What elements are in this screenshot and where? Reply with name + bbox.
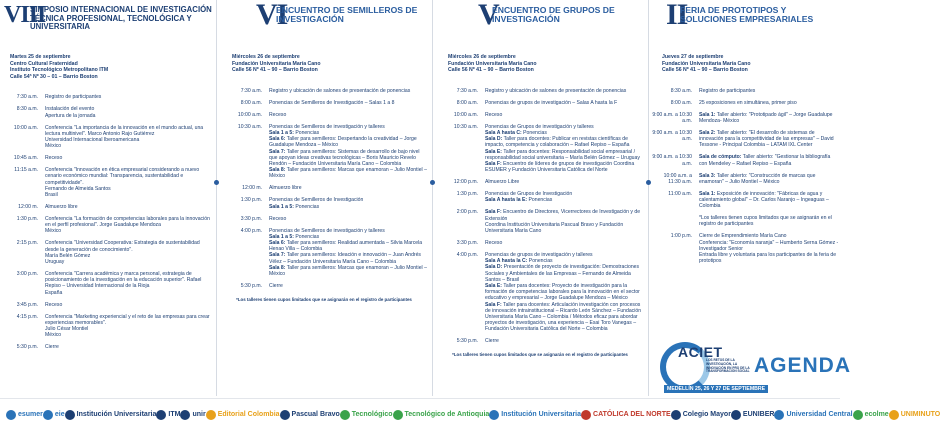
venue-line: Calle 56 Nº 41 – 90 – Barrio Boston bbox=[448, 67, 534, 74]
sponsor-logo-label: CATÓLICA DEL NORTE bbox=[593, 411, 671, 418]
sponsor-logo-label: Institución Universitaria bbox=[501, 411, 582, 418]
venue-line: Calle 54ª Nº 30 – 01 – Barrio Boston bbox=[10, 73, 98, 80]
schedule-time: 3:45 p.m. bbox=[16, 301, 38, 308]
schedule-time: 8:30 a.m. bbox=[670, 87, 692, 94]
schedule-description: Conferencia "Innovación en ética empresarial considerando a nuevo cenario económico mundial: Transparencia, sustentabilidad e competitividade". Fernando de Almeida Santos Brasil bbox=[45, 167, 200, 198]
sponsor-logo-label: Institución Universitaria bbox=[76, 411, 157, 418]
schedule-row bbox=[652, 130, 840, 149]
column-divider bbox=[432, 0, 433, 396]
schedule-time: 12:00 m. bbox=[242, 185, 262, 192]
venue-line: Miércoles 26 de septiembre bbox=[232, 54, 300, 60]
schedule-description: Conferencia "Marketing experiencial y el reto de las empresas para crear experiencias memorables". Julio César Montiel México bbox=[45, 313, 210, 339]
schedule-time: 11:15 a.m. bbox=[14, 167, 38, 174]
schedule-time: 10:45 a.m. bbox=[13, 155, 38, 162]
schedule-description: Ponencias de Grupos de investigación y talleres Sala A hasta C: Ponencias Sala D: Taller para docentes: Publicar en revistas científicas de impacto, competencia y colaboración – Rafael Repiso – España Sala E: Taller para docentes: Responsabilidad social empresarial / responsabilidad social universitaria – María Belén Gómez – Uruguay Sala F: Encuentro de líderes de grupos de investigación Coordina ESUMER y Fundación Universitaria Católica del Norte bbox=[485, 123, 640, 174]
aciet-agenda-badge bbox=[656, 340, 852, 396]
sponsor-logo bbox=[156, 410, 180, 420]
simposio-column bbox=[0, 0, 213, 396]
sponsor-logo bbox=[774, 410, 852, 420]
schedule-description: Registro de participantes bbox=[45, 94, 102, 101]
sponsor-logo-icon bbox=[156, 410, 166, 420]
schedule-row bbox=[436, 240, 644, 246]
schedule-row bbox=[0, 94, 213, 100]
sponsor-logo-icon bbox=[65, 410, 75, 420]
schedule-time: 1:30 p.m. bbox=[456, 191, 478, 198]
schedule-row bbox=[0, 167, 213, 198]
sponsor-logo bbox=[671, 410, 731, 420]
schedule-time: 10:00 a.m. bbox=[237, 111, 262, 118]
column-title: ENCUENTRO DE GRUPOS DE INVESTIGACIÓN bbox=[492, 5, 615, 25]
schedule-time: 7:30 a.m. bbox=[16, 94, 38, 101]
schedule-row bbox=[652, 233, 840, 264]
schedule-description: Cierre de Emprendimiento María Cano Conferencia: "Economía naranja" – Humberto Serna Gómez - Investigador Senior Entrada libre y voluntaria para los participantes de la feria de prototipos bbox=[699, 233, 839, 265]
schedule-time: 7:30 a.m. bbox=[240, 87, 262, 94]
schedule-description: Receso bbox=[45, 301, 63, 308]
schedule-description: Conferencia "La formación de competencias laborales para la innovación en el perfil profesional". Jorge Guadalupe Mendoza México bbox=[45, 216, 210, 235]
schedule-time: 5:30 p.m. bbox=[16, 344, 38, 351]
schedule-time: 9:00 a.m. a 10:30 a.m. bbox=[652, 111, 692, 124]
schedule-row bbox=[220, 228, 428, 278]
schedule-description: Ponencias de Grupos de Investigación Sala A hasta la E: Ponencias bbox=[485, 191, 573, 204]
schedule-time: 10:30 a.m. bbox=[237, 123, 262, 130]
schedule-row bbox=[0, 216, 213, 235]
schedule-row bbox=[220, 88, 428, 94]
sponsor-logo bbox=[340, 410, 393, 420]
schedule-row bbox=[0, 314, 213, 339]
sponsor-logo-label: Pascual Bravo bbox=[291, 411, 340, 418]
sponsor-logo-label: eie bbox=[54, 411, 65, 418]
feria-header bbox=[652, 0, 840, 42]
schedule-row bbox=[436, 338, 644, 344]
schedule-description: Sala 1: Exposición de innovación: "Fábricas de agua y calentamiento global" – Dr. Carlos Naranjo – Ingeaguas – Colombia bbox=[699, 190, 829, 210]
schedule-row bbox=[436, 112, 644, 118]
schedule-row bbox=[220, 283, 428, 289]
column-title: SIMPOSIO INTERNACIONAL DE INVESTIGACIÓN TÉCNICA PROFESIONAL, TECNOLÓGICA Y UNIVERSITARIA bbox=[30, 5, 212, 32]
schedule-description: Registro y ubicación de salones de presentación de ponencias bbox=[485, 87, 627, 94]
divider-dot bbox=[646, 180, 651, 185]
schedule-row bbox=[220, 185, 428, 191]
schedule-description: Cierre bbox=[269, 283, 283, 290]
venue-line: Calle 56 Nº 41 – 90 – Barrio Boston bbox=[662, 67, 748, 74]
schedule-row bbox=[652, 112, 840, 124]
venue-line: Fundación Universitaria María Cano bbox=[448, 60, 537, 67]
schedule-time: 9:00 a.m. a 10:30 a.m. bbox=[652, 129, 692, 143]
sponsor-logo-label: EUNIBER bbox=[742, 411, 775, 418]
sponsor-logo-icon bbox=[206, 410, 216, 420]
aciet-brand: ACIET bbox=[678, 344, 723, 360]
schedule-description: Receso bbox=[269, 111, 287, 118]
sponsor-logo-icon bbox=[671, 410, 681, 420]
schedule-description: Conferencia "Universidad Cooperativa: Estrategia de sustentabilidad desde la generación de conocimiento". María Belén Gómez Uruguay bbox=[45, 240, 200, 266]
venue-line: Fundación Universitaria María Cano bbox=[232, 60, 321, 67]
sponsor-logo-label: Colegio Mayor bbox=[682, 411, 731, 418]
schedule-description: 25 exposiciones en simultánea, primer piso bbox=[699, 99, 797, 106]
sponsor-logo bbox=[43, 410, 65, 420]
schedule-description: Ponencias de grupos de investigación – Salas A hasta la F bbox=[485, 99, 618, 106]
divider-dot bbox=[430, 180, 435, 185]
venue-info bbox=[652, 42, 840, 74]
venue-line: Fundación Universitaria María Cano bbox=[662, 60, 751, 67]
schedule-description: Sala 2: Taller abierto: "El desarrollo de sistemas de innovación para la competitividad de las empresas" – David Tessone - Principal Colombia – LATAM IXL Center bbox=[699, 129, 834, 149]
edition-number: VI bbox=[256, 0, 288, 31]
schedule-time: 3:30 p.m. bbox=[456, 240, 478, 247]
sponsor-logo-icon bbox=[731, 410, 741, 420]
schedule-time: 1:30 p.m. bbox=[16, 216, 38, 222]
schedule-row bbox=[436, 88, 644, 94]
schedule-row bbox=[0, 204, 213, 210]
schedule-row bbox=[220, 100, 428, 106]
sponsor-logo bbox=[6, 410, 43, 420]
schedule-description: Conferencia "Carrera académica y marca personal, estrategia de posicionamiento de la investigación en la educación superior". Rafael Repiso – Universidad Internacional de la Rioja España bbox=[45, 271, 202, 296]
schedule-row bbox=[220, 197, 428, 209]
schedule-time: 10:00 a.m. bbox=[453, 111, 478, 118]
schedule-description: Ponencias de Semilleros de investigación y talleres Sala 1 a 5: Ponencias Sala 6: Taller para semilleros: Despertando la creatividad – Jorge Guadalupe Mendoza – México Sala 7: Taller para semilleros: Sistemas de desarrollo de bajo nivel que apoyan ideas creativas tecnológicas – Boris Mauricio Revelo Rendón – Fundación Universitaria María Cano – Colombia Sala 8: Taller para semilleros: Marcas que enamoran – Julio Montiel – México bbox=[269, 123, 427, 180]
sponsor-logo-label: unir bbox=[192, 411, 206, 418]
schedule-row bbox=[0, 302, 213, 308]
sponsor-logo bbox=[853, 410, 889, 420]
sponsor-logo-icon bbox=[393, 410, 403, 420]
schedule-description: Ponencias de Semilleros de Investigación – Salas 1 a 8 bbox=[269, 99, 395, 106]
sponsor-logo bbox=[280, 410, 340, 420]
schedule-time: 5:30 p.m. bbox=[456, 338, 478, 345]
feria-column bbox=[652, 0, 840, 396]
schedule-time: 11:00 a.m. bbox=[668, 190, 692, 197]
schedule-description: *Los talleres tienen cupos limitados que se asignarán en el registro de participantes bbox=[699, 215, 832, 228]
venue-line: Calle 56 Nº 41 – 90 – Barrio Boston bbox=[232, 67, 318, 74]
sponsor-logo bbox=[393, 410, 490, 420]
schedule bbox=[220, 88, 428, 289]
sponsor-logo-icon bbox=[889, 410, 899, 420]
schedule-time: 12:00 p.m. bbox=[453, 179, 478, 186]
grupos-column bbox=[436, 0, 644, 396]
schedule-description: Almuerzo Libre bbox=[485, 179, 520, 186]
schedule-row bbox=[652, 100, 840, 106]
agenda-title: AGENDA bbox=[754, 354, 852, 377]
sponsor-logo-label: Tecnológico de Antioquia bbox=[404, 411, 490, 418]
divider-dot bbox=[214, 180, 219, 185]
aciet-subtitle: LOS RETOS DE LA INVESTIGACIÓN, LA INNOVACIÓN EN PRO DE LA TRANSFORMACIÓN SOCIAL bbox=[706, 358, 750, 374]
sponsor-logo-label: Editorial Colombia bbox=[217, 411, 280, 418]
grupos-header bbox=[436, 0, 644, 42]
schedule-description: Receso bbox=[485, 240, 503, 247]
schedule-time: 8:30 a.m. bbox=[16, 106, 38, 113]
schedule-description: Almuerzo libre bbox=[269, 185, 302, 192]
schedule-time bbox=[652, 215, 692, 227]
schedule-time: 3:00 p.m. bbox=[16, 271, 38, 278]
schedule-time: 12:00 m. bbox=[18, 204, 38, 210]
schedule-row bbox=[0, 155, 213, 161]
edition-number: VIII bbox=[4, 2, 46, 28]
schedule-row bbox=[436, 209, 644, 234]
schedule-row bbox=[220, 216, 428, 222]
schedule bbox=[0, 94, 213, 350]
column-divider bbox=[216, 0, 217, 396]
schedule-description: Receso bbox=[45, 155, 63, 162]
schedule-row bbox=[436, 179, 644, 185]
sponsor-logo-label: ecolme bbox=[864, 411, 889, 418]
schedule-row bbox=[0, 240, 213, 265]
sponsor-logo-label: ITM bbox=[168, 411, 181, 418]
schedule-description: Cierre bbox=[45, 344, 59, 351]
schedule-description: Sala de cómputo: Taller abierto: "Gestionar la bibliografía con Mendeley – Rafael Repiso – España bbox=[699, 154, 831, 167]
schedule-time: 2:15 p.m. bbox=[16, 240, 38, 247]
schedule-description: Registro de participantes bbox=[699, 87, 756, 94]
sponsor-logo-icon bbox=[581, 410, 591, 420]
sponsor-logo-icon bbox=[489, 410, 499, 420]
sponsor-logo-label: Universidad Central bbox=[786, 411, 853, 418]
schedule-description: Sala F: Encuentro de Directores, Vicerrectores de Investigación y de Extensión Coordina Institución Universitaria Pascual Bravo y Fundación Universitaria María Cano bbox=[485, 209, 641, 235]
workshop-note: *Los talleres tienen cupos limitados que se asignarán en el registro de participantes bbox=[236, 297, 412, 303]
schedule-description: Instalación del evento Apertura de la jornada bbox=[45, 106, 96, 119]
schedule-time: 9:00 a.m. a 10:30 a.m. bbox=[652, 154, 692, 167]
schedule-time: 4:00 p.m. bbox=[240, 227, 262, 234]
column-divider bbox=[648, 0, 649, 396]
sponsor-logo-label: Tecnológico bbox=[351, 411, 393, 418]
sponsor-logos-bar bbox=[0, 398, 940, 430]
sponsor-logo-icon bbox=[774, 410, 784, 420]
schedule-row bbox=[0, 125, 213, 150]
sponsor-logo bbox=[206, 410, 280, 420]
schedule-row bbox=[436, 252, 644, 333]
schedule-time: 5:30 p.m. bbox=[240, 283, 262, 290]
semilleros-column bbox=[220, 0, 428, 396]
workshop-note: *Los talleres tienen cupos limitados que se asignarán en el registro de participantes bbox=[452, 352, 628, 358]
sponsor-logo bbox=[889, 410, 940, 420]
sponsor-logo-icon bbox=[43, 410, 53, 420]
schedule-row bbox=[652, 154, 840, 166]
schedule-description: Sala 1: Taller abierto: "Prototipado ágil" – Jorge Guadalupe Mendoza- México bbox=[699, 111, 833, 124]
schedule-description: Almuerzo libre bbox=[45, 204, 78, 210]
schedule-time: 10:00 a.m. a 11:30 a.m. bbox=[663, 172, 692, 185]
schedule-row bbox=[0, 344, 213, 350]
column-title: FERIA DE PROTOTIPOS Y SOLUCIONES EMPRESARIALES bbox=[680, 5, 814, 25]
schedule-row bbox=[652, 215, 840, 227]
sponsor-logo-label: UNIMINUTO bbox=[900, 411, 940, 418]
schedule-row bbox=[0, 271, 213, 296]
schedule bbox=[436, 88, 644, 345]
edition-number: II bbox=[666, 0, 688, 31]
schedule-row bbox=[652, 173, 840, 185]
schedule-time: 1:00 p.m. bbox=[670, 233, 692, 240]
schedule-row bbox=[220, 112, 428, 118]
schedule-description: Ponencias de Semilleros de Investigación Sala 1 a 5: Ponencias bbox=[269, 197, 364, 210]
schedule-description: Receso bbox=[269, 215, 287, 222]
venue-info bbox=[220, 42, 428, 74]
simposio-header bbox=[0, 0, 213, 42]
venue-line: Martes 25 de septiembre bbox=[10, 54, 71, 60]
venue-info bbox=[436, 42, 644, 74]
schedule-description: Ponencias de Semilleros de investigación y talleres Sala 1 a 5: Ponencias Sala 6: Taller para semilleros: Realidad aumentada – Silvia Marcela Henao Villa – Colombia Sala 7: Taller para semilleros: Ideación e innovación – Juan Andrés Vélez – Fundación Universitaria María Cano – Colombia Sala 8: Taller para semilleros: Marcas que enamoran – Julio Montiel – México bbox=[269, 227, 427, 278]
sponsor-logo-icon bbox=[180, 410, 190, 420]
column-title: ENCUENTRO DE SEMILLEROS DE INVESTIGACIÓN bbox=[276, 5, 418, 25]
schedule-time: 4:15 p.m. bbox=[16, 313, 38, 320]
schedule-row bbox=[436, 124, 644, 174]
sponsor-logo-icon bbox=[853, 410, 863, 420]
schedule-time: 4:00 p.m. bbox=[456, 252, 478, 259]
venue-line: Centro Cultural Fraternidad bbox=[10, 60, 78, 67]
event-dates: MEDELLÍN 25, 26 Y 27 DE SEPTIEMBRE bbox=[664, 385, 768, 393]
schedule-time: 3:30 p.m. bbox=[240, 215, 262, 222]
schedule-time: 1:30 p.m. bbox=[240, 197, 262, 204]
schedule-row bbox=[436, 191, 644, 203]
schedule-description: Sala 3: Taller abierto: "Construcción de marcas que enamoran" – Julio Montiel – México bbox=[699, 172, 816, 185]
semilleros-header bbox=[220, 0, 428, 42]
schedule-time: 8:00 a.m. bbox=[456, 99, 478, 106]
schedule-row bbox=[220, 124, 428, 180]
schedule-time: 7:30 a.m. bbox=[456, 87, 478, 94]
sponsor-logo bbox=[65, 410, 157, 420]
schedule-row bbox=[436, 100, 644, 106]
schedule-time: 8:00 a.m. bbox=[240, 99, 262, 106]
sponsor-logo-label: esumer bbox=[18, 411, 43, 418]
schedule-time: 10:30 a.m. bbox=[453, 123, 478, 130]
sponsor-logo bbox=[180, 410, 205, 420]
sponsor-logo bbox=[489, 410, 581, 420]
schedule-time: 10:00 a.m. bbox=[13, 124, 38, 131]
venue-line: Instituto Tecnológico Metropolitano ITM bbox=[10, 67, 109, 74]
venue-line: Miércoles 26 de septiembre bbox=[448, 54, 516, 60]
sponsor-logo-icon bbox=[6, 410, 16, 420]
schedule-description: Ponencias de grupos de investigación y talleres Sala A hasta la C: Ponencias Sala D: Presentación de proyecto de investigación: Demostraciones Sociales y Ambientales de las Empresas – Fernando de Almeida Santos – Brasil Sala E: Taller para docentes: Proyecto de investigación para la formación de competencias laborales para la innovación en el sector educativo y empresarial – Jorge Guadalupe Mendoza – México Sala F: Taller para docentes: Articulación investigación con procesos de innovación intrainstitucional – Ricardo León Sánchez – Fundación Universitaria María Cano – Colombia / Métodos eficaz para abordar proyectos de investigación, una experiencia – Esai Toro Vanegas – Fundación Universitaria Católica del Norte – Colombia bbox=[485, 252, 642, 333]
schedule-row bbox=[652, 191, 840, 210]
schedule-description: Registro y ubicación de salones de presentación de ponencias bbox=[269, 87, 411, 94]
schedule-time: 8:00 a.m. bbox=[670, 99, 692, 106]
sponsor-logo-icon bbox=[280, 410, 290, 420]
schedule-row bbox=[0, 106, 213, 118]
sponsor-logo-icon bbox=[340, 410, 350, 420]
schedule-description: Cierre bbox=[485, 338, 499, 345]
schedule bbox=[652, 88, 840, 265]
schedule-description: Conferencia "La importancia de la innovación en el mundo actual, una lectura multinivel". Marco Antonio Rajo Gutiérrez Universidad Internacional Iberoamericana México bbox=[45, 124, 204, 150]
sponsor-logo bbox=[731, 410, 775, 420]
sponsor-logo bbox=[581, 410, 671, 420]
schedule-time: 2:00 p.m. bbox=[456, 209, 478, 216]
schedule-description: Receso bbox=[485, 111, 503, 118]
schedule-row bbox=[652, 88, 840, 94]
venue-line: Jueves 27 de septiembre bbox=[662, 54, 724, 60]
edition-number: V bbox=[478, 0, 499, 31]
venue-info bbox=[0, 42, 213, 80]
